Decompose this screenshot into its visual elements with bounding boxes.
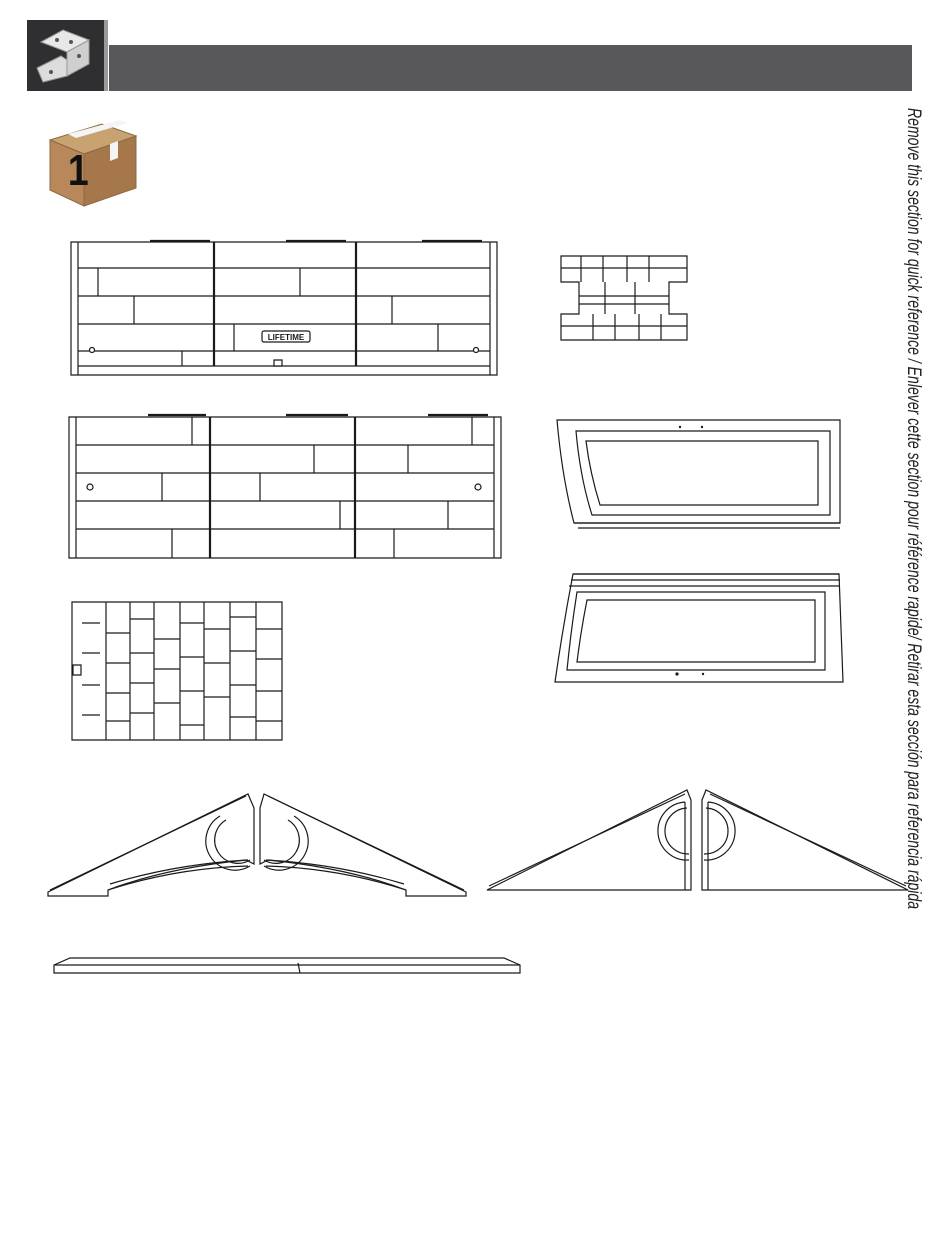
window-panel-top	[554, 417, 844, 531]
box-number: 1	[67, 146, 89, 195]
bracket-hardware-icon	[27, 20, 105, 91]
shingle-panel-small	[557, 252, 693, 344]
shingle-panel-medium	[70, 599, 284, 743]
wall-panel-long-top	[70, 238, 500, 378]
gable-plain-right	[700, 786, 912, 896]
section-header-bar	[109, 45, 912, 91]
wall-panel-long-bottom	[68, 412, 504, 560]
lifetime-logo: LIFETIME	[267, 333, 305, 342]
gable-arch-left	[46, 790, 256, 900]
window-panel-bottom	[553, 570, 845, 686]
cardboard-box-icon	[44, 118, 140, 210]
header-separator	[104, 20, 108, 91]
side-note-text: Remove this section for quick reference / Enlever cette section pour référence rapide/ Retirar esta sección para referencia rápida	[903, 108, 924, 910]
gable-plain-left	[485, 786, 695, 896]
ridge-cap	[52, 955, 522, 977]
gable-arch-right	[258, 790, 468, 900]
